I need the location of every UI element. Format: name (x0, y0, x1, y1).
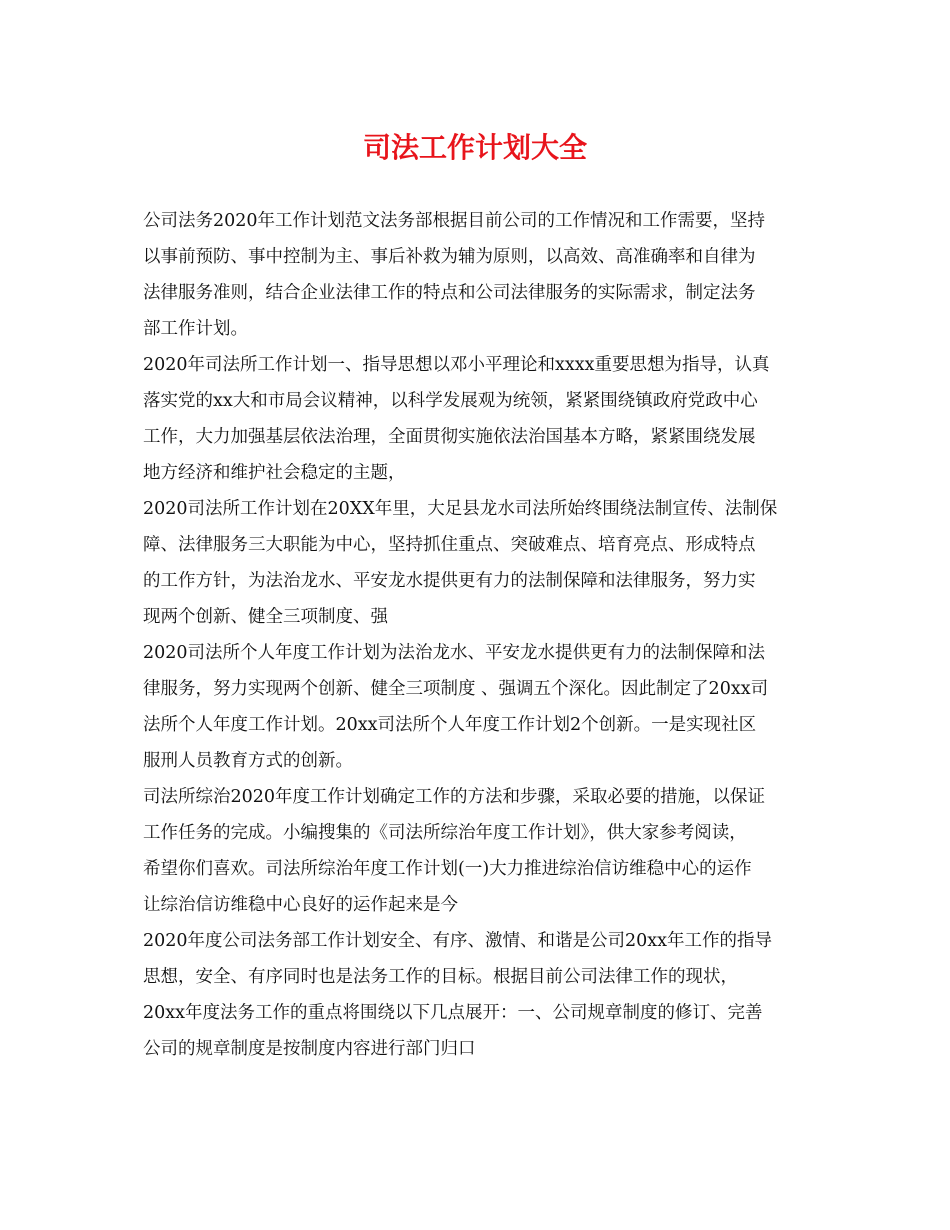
body-line: 工作，大力加强基层依法治理，全面贯彻实施依法治国基本方略，紧紧围绕发展 (143, 427, 756, 447)
body-line: 部工作计划。 (143, 319, 248, 339)
body-line: 希望你们喜欢。司法所综治年度工作计划(一)大力推进综治信访维稳中心的运作 (143, 859, 752, 879)
body-line: 律服务，努力实现两个创新、健全三项制度 、强调五个深化。因此制定了20xx司 (143, 679, 769, 699)
body-line: 的工作方针，为法治龙水、平安龙水提供更有力的法制保障和法律服务，努力实 (143, 571, 756, 591)
body-line: 2020司法所工作计划在20XX年里，大足县龙水司法所始终围绕法制宣传、法制保 (143, 499, 778, 519)
body-line: 工作任务的完成。小编搜集的《司法所综治年度工作计划》，供大家参考阅读， (143, 823, 747, 843)
body-line: 以事前预防、事中控制为主、事后补救为辅为原则，以高效、高准确率和自律为 (143, 247, 756, 267)
body-line: 20xx年度法务工作的重点将围绕以下几点展开：一、公司规章制度的修订、完善 (143, 1003, 763, 1023)
body-line: 公司法务2020年工作计划范文法务部根据目前公司的工作情况和工作需要，坚持 (143, 211, 766, 231)
body-line: 地方经济和维护社会稳定的主题， (143, 463, 406, 483)
body-line: 司法所综治2020年度工作计划确定工作的方法和步骤，采取必要的措施，以保证 (143, 787, 766, 807)
body-line: 公司的规章制度是按制度内容进行部门归口 (143, 1039, 476, 1059)
body-line: 让综治信访维稳中心良好的运作起来是今 (143, 895, 458, 915)
body-line: 法所个人年度工作计划。20xx司法所个人年度工作计划2个创新。一是实现社区 (143, 715, 757, 735)
body-line: 障、法律服务三大职能为中心，坚持抓住重点、突破难点、培育亮点、形成特点 (143, 535, 756, 555)
body-line: 落实党的xx大和市局会议精神，以科学发展观为统领，紧紧围绕镇政府党政中心 (143, 391, 758, 411)
body-line: 思想，安全、有序同时也是法务工作的目标。根据目前公司法律工作的现状， (143, 967, 738, 987)
body-line: 现两个创新、健全三项制度、强 (143, 607, 388, 627)
document-title: 司法工作计划大全 (362, 131, 587, 164)
body-line: 法律服务准则，结合企业法律工作的特点和公司法律服务的实际需求，制定法务 (143, 283, 756, 303)
body-line: 2020年度公司法务部工作计划安全、有序、激情、和谐是公司20xx年工作的指导 (143, 931, 773, 951)
document-body (143, 203, 823, 1067)
body-line: 2020司法所个人年度工作计划为法治龙水、平安龙水提供更有力的法制保障和法 (143, 643, 766, 663)
body-line: 2020年司法所工作计划一、指导思想以邓小平理论和xxxx重要思想为指导，认真 (143, 355, 770, 375)
body-line: 服刑人员教育方式的创新。 (143, 751, 353, 771)
